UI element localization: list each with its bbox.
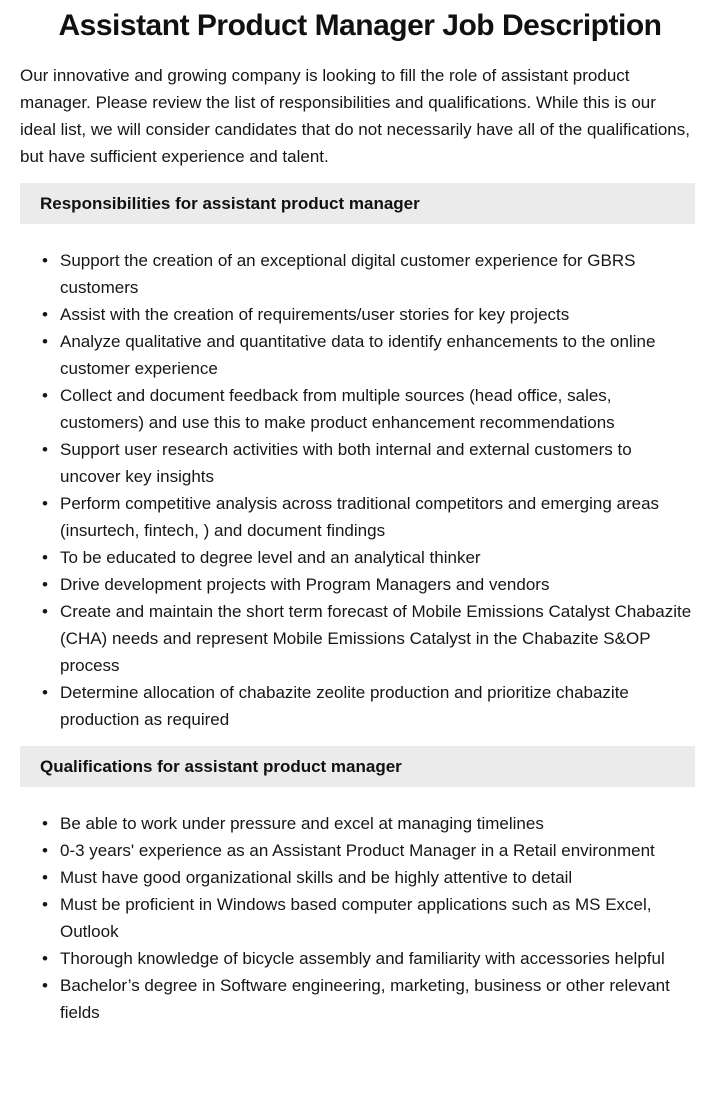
list-item: • Support the creation of an exceptional digital customer experience for GBRS customers (42, 247, 695, 301)
list-item: • To be educated to degree level and an analytical thinker (42, 544, 695, 571)
responsibilities-heading: Responsibilities for assistant product manager (40, 193, 420, 213)
list-item: • Determine allocation of chabazite zeolite production and prioritize chabazite production as required (42, 679, 695, 733)
responsibilities-list (20, 247, 695, 733)
list-item: • Collect and document feedback from multiple sources (head office, sales, customers) and use this to make product enhancement recommendations (42, 382, 695, 436)
intro-paragraph: Our innovative and growing company is looking to fill the role of assistant product manager. Please review the list of responsibilities and qualifications. While this is our ideal list, we will consider candidates that do not necessarily have all of the qualifications, but have sufficient experience and talent. (20, 66, 690, 166)
list-item: • Perform competitive analysis across traditional competitors and emerging areas (insurtech, fintech, ) and document findings (42, 490, 695, 544)
list-item: • Must have good organizational skills and be highly attentive to detail (42, 864, 695, 891)
section-bar-qualifications (20, 746, 695, 787)
list-item: • Analyze qualitative and quantitative data to identify enhancements to the online customer experience (42, 328, 695, 382)
list-item: • 0-3 years' experience as an Assistant Product Manager in a Retail environment (42, 837, 695, 864)
section-bar-responsibilities (20, 183, 695, 224)
list-item: • Thorough knowledge of bicycle assembly and familiarity with accessories helpful (42, 945, 695, 972)
page-title: Assistant Product Manager Job Description (58, 9, 662, 42)
list-item: • Support user research activities with both internal and external customers to uncover key insights (42, 436, 695, 490)
list-item: • Assist with the creation of requirements/user stories for key projects (42, 301, 695, 328)
list-item: • Drive development projects with Program Managers and vendors (42, 571, 695, 598)
list-item: • Bachelor’s degree in Software engineering, marketing, business or other relevant fields (42, 972, 695, 1026)
qualifications-list (20, 810, 695, 1026)
qualifications-heading: Qualifications for assistant product manager (40, 756, 402, 776)
list-item: • Create and maintain the short term forecast of Mobile Emissions Catalyst Chabazite (CHA) needs and represent Mobile Emissions Catalyst in the Chabazite S&OP process (42, 598, 695, 679)
list-item: • Be able to work under pressure and excel at managing timelines (42, 810, 695, 837)
list-item: • Must be proficient in Windows based computer applications such as MS Excel, Outlook (42, 891, 695, 945)
